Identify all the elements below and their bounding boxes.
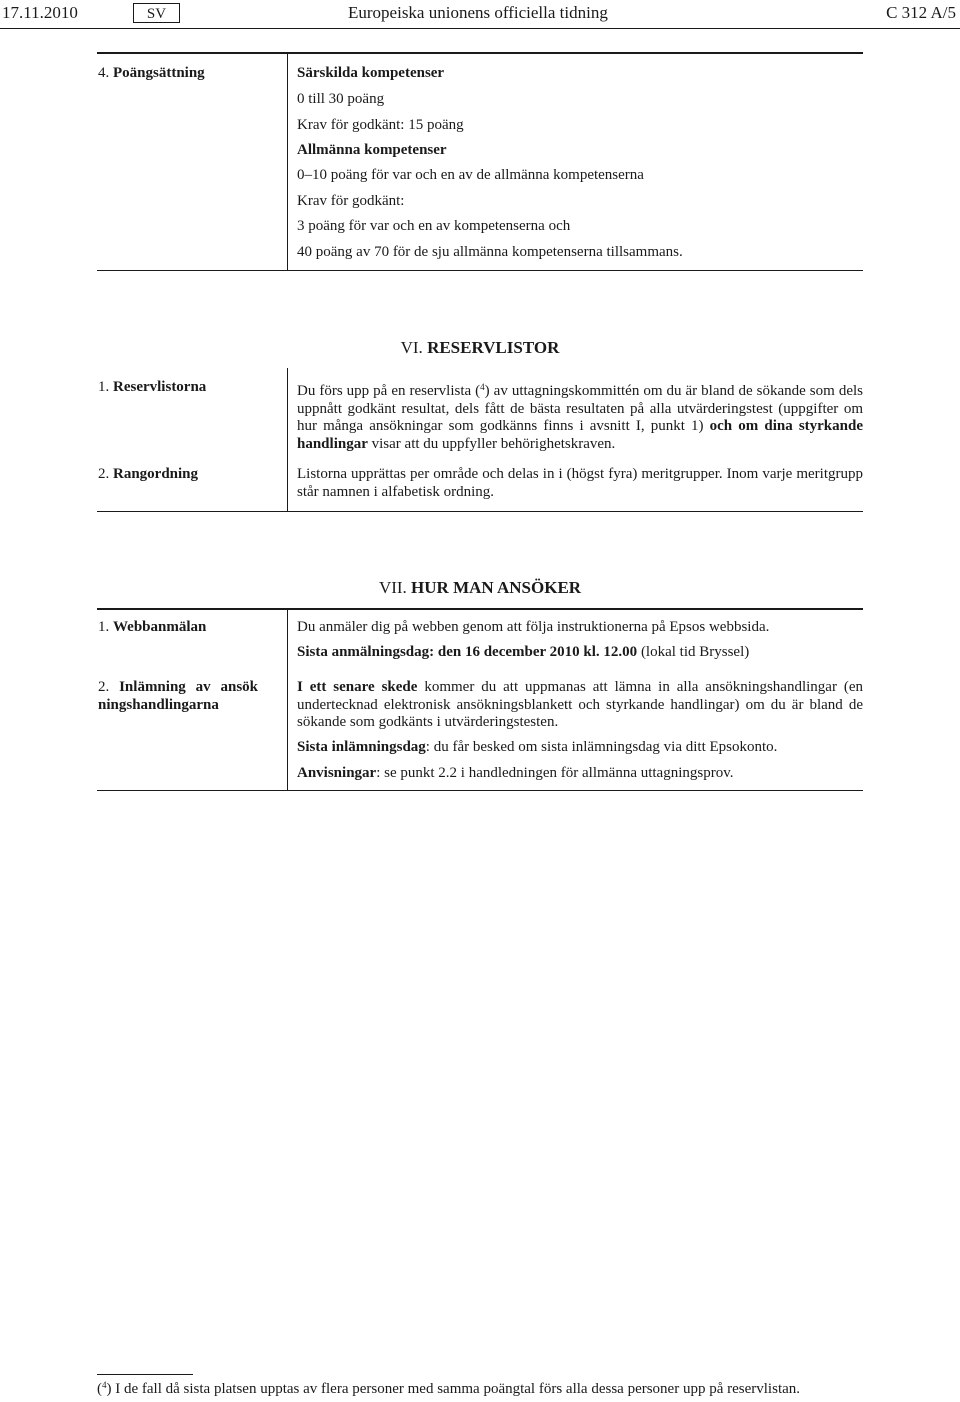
reservlistor-table (97, 368, 863, 514)
row-number: 1. (98, 619, 110, 635)
row-label: Inlämning av ansök (119, 679, 258, 695)
inlamning-instructions (297, 765, 734, 782)
deadline-rest: : du får besked om sista inlämningsdag via ditt Epsokonto. (425, 739, 778, 755)
scoring-line: 0–10 poäng för var och en av de allmänna kompetenserna (297, 167, 644, 183)
row-number: 1. (98, 379, 110, 395)
row-label: ningshandlingarna (98, 696, 219, 713)
column-divider (287, 608, 288, 790)
body-text: visar att du uppfyller behörighetskraven. (367, 435, 616, 452)
webbanmalan-text: Du anmäler dig på webben genom att följa instruktionerna på Epsos webbsida. (297, 619, 770, 635)
section-title: RESERVLISTOR (427, 338, 560, 357)
rangordning-text: Listorna upprättas per område och delas in i (högst fyra) meritgrupper. Inom varje meritgrupp står namnen i alfabetisk ordning. (297, 466, 863, 500)
row-label: Rangordning (113, 466, 199, 482)
body-text: Du förs upp på en reservlista ( (297, 383, 481, 399)
scoring-line: Allmänna kompetenser (297, 142, 447, 158)
scoring-line: Särskilda kompetenser (297, 65, 445, 81)
footnote-text: I de fall då sista platsen upptas av flera personer med samma poängtal förs alla dessa personer upp på reservlistan. (115, 1381, 801, 1397)
scoring-table (97, 52, 863, 272)
deadline-bold: Sista inlämningsdag (297, 739, 426, 755)
scoring-line: 40 poäng av 70 för de sju allmänna kompetenserna tillsammans. (297, 244, 683, 260)
body-text-bold: I ett senare skede (297, 679, 418, 695)
inlamning-label (98, 679, 258, 714)
section-heading-hur-man-ansoker (0, 578, 960, 598)
publication-date: 17.11.2010 (2, 3, 78, 22)
table-bottom-rule (97, 270, 863, 271)
scoring-line: 3 poäng för var och en av kompetenserna och (297, 218, 571, 234)
column-divider (287, 52, 288, 270)
instructions-rest: : se punkt 2.2 i handledningen för allmänna uttagningsprov. (376, 765, 734, 781)
body-text: ) av uttagningskommittén om du är bland de sökande som dels uppnått godkänt resultat, dels fått de bästa resultaten på alla utvärderingstest (uppgifter om hur många ansökningar som godkänns finns i avsnitt I, punkt 1) (297, 383, 863, 434)
table-bottom-rule (97, 790, 863, 791)
body-text-bold: och om dina styrkande handlingar (297, 418, 863, 452)
section-heading-reservlistor (0, 338, 960, 358)
page-reference: C 312 A/5 (886, 3, 956, 22)
row-number: 2. (98, 679, 110, 695)
table-top-rule (97, 52, 863, 54)
section-number: VI. (400, 338, 423, 357)
webbanmalan-label (98, 619, 258, 637)
scoring-line: Krav för godkänt: 15 poäng (297, 117, 464, 133)
journal-title: Europeiska unionens officiella tidning (348, 3, 608, 22)
section-number: VII. (378, 578, 407, 597)
page-header (0, 0, 960, 29)
footnote-separator (97, 1374, 193, 1375)
language-badge: SV (133, 3, 180, 23)
inlamning-deadline (297, 739, 777, 756)
footnote-marker: 4 (102, 1380, 107, 1390)
reservlistorna-text (297, 379, 863, 453)
instructions-bold: Anvisningar (297, 765, 377, 781)
row-number: 2. (98, 466, 110, 482)
scoring-label (98, 65, 258, 83)
inlamning-text (297, 679, 863, 732)
row-label: Reservlistorna (113, 379, 207, 395)
scoring-line: 0 till 30 poäng (297, 91, 385, 107)
rangordning-label (98, 466, 258, 484)
footnote-reference: 4 (480, 382, 485, 392)
table-bottom-rule (97, 511, 863, 512)
body-text: kommer du att uppmanas att lämna in alla ansökningshandlingar (en undertecknad elektronisk ansökningsblankett och styrkande handlingar) om du är bland de sökande som godkänts i utvärderingstesten. (297, 679, 863, 730)
table-top-rule (97, 608, 863, 610)
row-number: 4. (98, 65, 110, 81)
ansokan-table (97, 608, 863, 794)
row-label: Webbanmälan (113, 619, 207, 635)
section-title: HUR MAN ANSÖKER (411, 578, 582, 597)
column-divider (287, 368, 288, 511)
footnote: ($^4$) I de fall då sista platsen upptas av flera personer med samma poängtal förs alla dessa personer upp på reservlistan. (97, 1380, 801, 1397)
deadline-bold: Sista anmälningsdag: den 16 december 2010 kl. 12.00 (297, 644, 638, 660)
scoring-line: Krav för godkänt: (297, 193, 405, 209)
deadline-rest: (lokal tid Bryssel) (637, 644, 750, 660)
webbanmalan-deadline (297, 644, 749, 661)
row-label: Poängsättning (113, 65, 205, 81)
reservlistorna-label (98, 379, 258, 397)
